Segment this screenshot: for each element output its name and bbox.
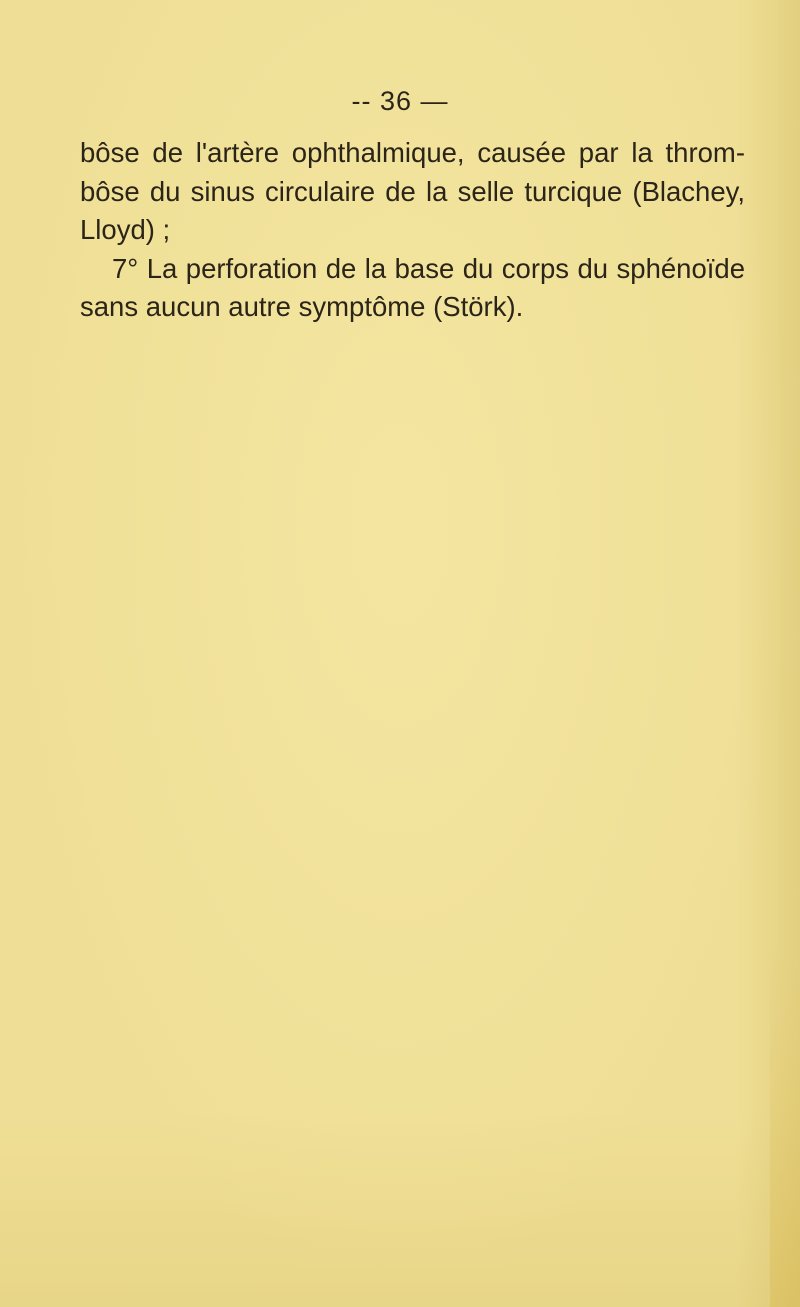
- text-line-3: Lloyd) ;: [80, 214, 171, 245]
- page-number: -- 36 —: [351, 86, 449, 116]
- body-text: [80, 134, 745, 327]
- text-line-2: bôse du sinus circulaire de la selle turcique (Blachey,: [80, 175, 745, 207]
- text-line-5: sans aucun autre symptôme (Störk).: [80, 291, 524, 322]
- paper-stain: [770, 947, 800, 1307]
- text-line-1: bôse de l'artère ophthalmique, causée par la throm-: [80, 137, 745, 168]
- text-line-4: 7° La perforation de la base du corps du sphénoïde: [112, 252, 745, 284]
